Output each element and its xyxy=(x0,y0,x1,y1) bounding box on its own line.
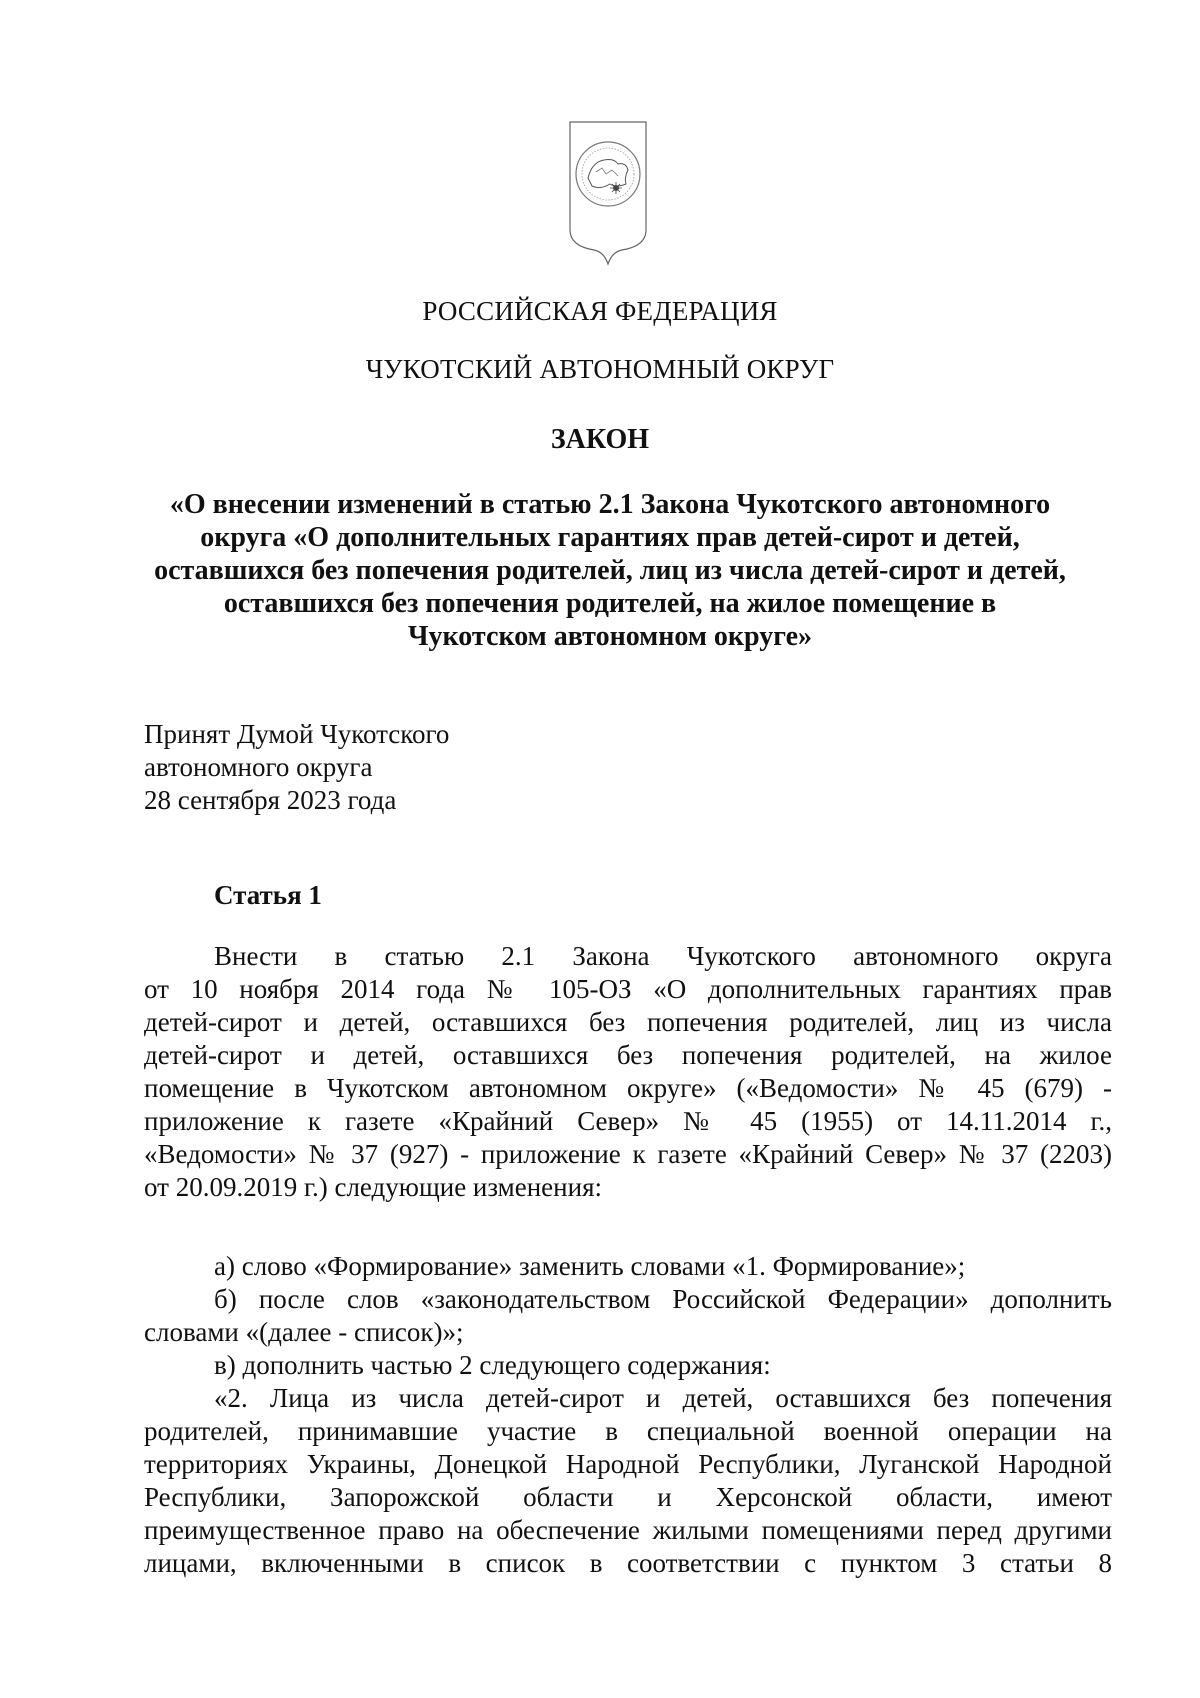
change-item-b-cont: словами «(далее - список)»; xyxy=(144,1317,464,1347)
paragraph-line: территориях Украины, Донецкой Народной Республики, Луганской Народной xyxy=(144,1449,1112,1479)
adoption-note xyxy=(144,718,449,817)
change-item-c: в) дополнить частью 2 следующего содержания: xyxy=(214,1350,771,1380)
country-heading: РОССИЙСКАЯ ФЕДЕРАЦИЯ xyxy=(422,296,778,326)
paragraph-line: Внести в статью 2.1 Закона Чукотского автономного округа xyxy=(214,941,1112,971)
law-title-line: Чукотском автономном округе» xyxy=(407,621,813,652)
document-type-heading: ЗАКОН xyxy=(550,424,650,455)
paragraph-line: детей-сирот и детей, оставшихся без попечения родителей, лиц из числа xyxy=(144,1007,1112,1037)
paragraph-line: приложение к газете «Крайний Север» № 45 (1955) от 14.11.2014 г., xyxy=(144,1106,1112,1136)
adoption-line: автономного округа xyxy=(144,752,373,782)
paragraph-line: от 10 ноября 2014 года № 105-ОЗ «О дополнительных гарантиях прав xyxy=(144,974,1112,1004)
paragraph-line: Республики, Запорожской области и Херсонской области, имеют xyxy=(144,1482,1112,1512)
law-title-line: округа «О дополнительных гарантиях прав детей-сирот и детей, xyxy=(200,522,1020,553)
region-heading: ЧУКОТСКИЙ АВТОНОМНЫЙ ОКРУГ xyxy=(365,354,835,384)
law-title xyxy=(140,488,1080,653)
law-title-line: оставшихся без попечения родителей, на жилое помещение в xyxy=(223,588,997,619)
paragraph-line: лицами, включенными в список в соответствии с пунктом 3 статьи 8 xyxy=(144,1548,1112,1578)
law-title-line: оставшихся без попечения родителей, лиц из числа детей-сирот и детей, xyxy=(154,555,1066,586)
adoption-line: 28 сентября 2023 года xyxy=(144,785,397,815)
coat-of-arms-emblem xyxy=(566,118,650,266)
paragraph-line: «2. Лица из числа детей-сирот и детей, оставшихся без попечения xyxy=(214,1383,1112,1413)
change-item-a: а) слово «Формирование» заменить словами «1. Формирование»; xyxy=(214,1251,966,1281)
paragraph-line: от 20.09.2019 г.) следующие изменения: xyxy=(144,1172,602,1202)
paragraph-line: «Ведомости» № 37 (927) - приложение к газете «Крайний Север» № 37 (2203) xyxy=(144,1139,1112,1169)
paragraph-line: родителей, принимавшие участие в специальной военной операции на xyxy=(144,1416,1112,1446)
article-intro-paragraph xyxy=(144,940,1112,1204)
law-title-line: «О внесении изменений в статью 2.1 Закона Чукотского автономного xyxy=(169,489,1051,520)
change-item-b: б) после слов «законодательством Российской Федерации» дополнить xyxy=(214,1284,1112,1314)
paragraph-line: помещение в Чукотском автономном округе» («Ведомости» № 45 (679) - xyxy=(144,1073,1112,1103)
paragraph-line: преимущественное право на обеспечение жилыми помещениями перед другими xyxy=(144,1515,1112,1545)
adoption-line: Принят Думой Чукотского xyxy=(144,719,450,749)
paragraph-line: детей-сирот и детей, оставшихся без попечения родителей, на жилое xyxy=(144,1040,1112,1070)
article-heading: Статья 1 xyxy=(214,880,322,910)
article-changes-list xyxy=(144,1250,1112,1580)
